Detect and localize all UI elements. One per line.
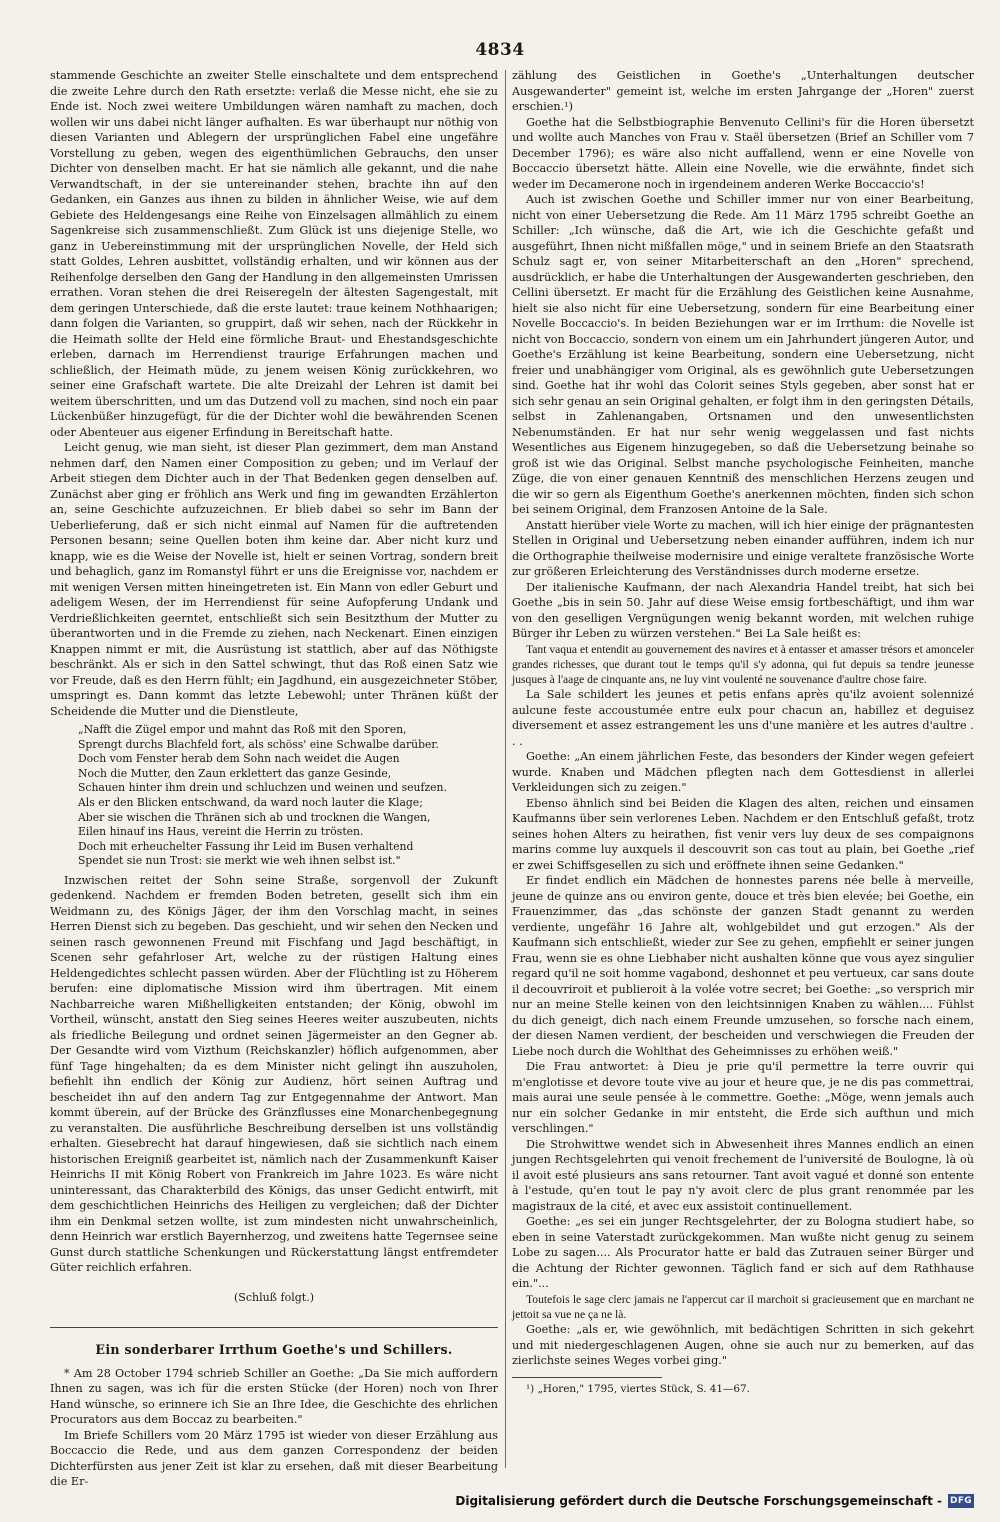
paragraph: Goethe hat die Selbstbiographie Benvenuto Cellini's für die Horen übersetzt und wollte auch Manches von Frau v. Staël übersetzen (Brief an Schiller vom 7 December 1796); es wäre also nicht auffallend, wenn er eine Novelle von Boccaccio übersetzt hätte. Allein eine Novelle, wie die erwähnte, findet sich weder im Decamerone noch in irgendeinem anderen Werke Boccaccio's!	[512, 115, 974, 191]
verse-line: Sprengt durchs Blachfeld fort, als schöss' eine Schwalbe darüber.	[78, 737, 439, 751]
continuation-note: (Schluß folgt.)	[234, 1290, 314, 1304]
paragraph: Der italienische Kaufmann, der nach Alexandria Handel treibt, hat sich bei Goethe „bis in sein 50. Jahr auf diese Weise emsig fortbeschäftigt, und ihm war von den geselligen Vergnügungen wenig bekannt worden, mit welchen ruhige Bürger ihr Leben zu würzen verstehen." Bei La Sale heißt es:	[512, 580, 974, 640]
paragraph: Goethe: „An einem jährlichen Feste, das besonders der Kinder wegen gefeiert wurde. Knaben und Mädchen pflegten nach dem Gottesdienst in allerlei Verkleidungen sich zu zeigen."	[512, 750, 974, 795]
verse-line: Eilen hinauf ins Haus, vereint die Herrin zu trösten.	[78, 825, 364, 839]
paragraph: Die Frau antwortet: à Dieu je prie qu'il permettre la terre ouvrir qui m'englotisse et devore toute vive au jour et heure que, je ne dis pas commettrai, mais aurai une seule pensée à le commettre. Goethe: „Möge, wenn jemals auch nur ein solcher Gedanke in mir entsteht, die Erde sich aufthun und mich verschlingen."	[512, 1060, 974, 1136]
verse-line: Doch mit erheuchelter Fassung ihr Leid im Busen verhaltend	[78, 839, 414, 853]
column-divider	[505, 70, 506, 1468]
paragraph: * Am 28 October 1794 schrieb Schiller an Goethe: „Da Sie mich auffordern Ihnen zu sagen, was ich für die ersten Stücke (der Horen) noch von Ihrer Hand wünsche, so erinnere ich Sie an Ihre Idee, die Geschichte des ehrlichen Procurators aus dem Boccaz zu bearbeiten."	[50, 1366, 498, 1427]
page-number: 4834	[475, 40, 525, 60]
left-column	[50, 68, 498, 1489]
verse-line: Noch die Mutter, den Zaun erklettert das ganze Gesinde,	[78, 766, 392, 780]
footnote-rule	[512, 1377, 662, 1378]
paragraph: Inzwischen reitet der Sohn seine Straße, sorgenvoll der Zukunft gedenkend. Nachdem er fremden Boden betreten, gesellt sich ihm ein Weidmann zu, des Königs Jäger, der ihm den Vorschlag macht, in seines Herren Dienst sich zu begeben. Das geschieht, und wir sehen den Necken und seinen rasch gewonnenen Freund mit Fischfang und Jagd beschäftigt, in Scenen sehr gefahrloser Art, welche zu der rüstigen Haltung eines Heldengedichtes schlecht passen würden. Aber der Flüchtling ist zu Höherem berufen: eine diplomatische Mission wird ihm übertragen. Mit einem Nachbarreiche waren Mißhelligkeiten entstanden; der König, obwohl im Vortheil, wünscht, anstatt den Sieg seines Heeres weiter auszubeuten, nichts als friedliche Beilegung und ordnet seinen Jägermeister an den Gegner ab. Der Gesandte wird vom Vizthum (Reichskanzler) höflich aufgenommen, aber fünf Tage hingehalten; da es dem Minister nicht gelingt ihn auszuholen, befiehlt ihn endlich der König zur Audienz, hört seinen Auftrag und bescheidet ihn auf den andern Tag zur Entgegennahme der Antwort. Man kommt überein, auf der Brücke des Gränzflusses eine Monarchenbegegnung zu veranstalten. Die ausführliche Beschreibung derselben ist uns vollständig erhalten. Giesebrecht hat darauf hingewiesen, daß sie sichtlich nach einem historischen Ereigniß gearbeitet ist, nämlich nach der Zusammenkunft Kaiser Heinrichs II mit König Robert von Frankreich im Jahre 1023. Es wäre nicht uninteressant, das Charakterbild des Königs, das unser Gedicht entwirft, mit dem geschichtlichen Heinrichs des Heiligen zu vergleichen; daß der Dichter ihm ein Denkmal setzen wollte, ist zum mindesten nicht unwahrscheinlich, denn Heinrich war erstlich Bayernherzog, und zweitens hatte Tegernsee seine Gunst durch stattliche Schenkungen und Rückerstattung längst entfremdeter Güter reichlich erfahren.	[50, 873, 498, 1275]
section-title: Ein sonderbarer Irrthum Goethe's und Schillers.	[95, 1342, 453, 1358]
paragraph: Im Briefe Schillers vom 20 März 1795 ist wieder von dieser Erzählung aus Boccaccio die Rede, und aus dem ganzen Correspondenz der beiden Dichterfürsten aus jener Zeit ist klar zu ersehen, daß mit dieser Bearbeitung die Er-	[50, 1428, 498, 1489]
paragraph: Anstatt hierüber viele Worte zu machen, will ich hier einige der prägnantesten Stellen in Original und Uebersetzung neben einander aufführen, indem ich nur die Orthographie theilweise modernisire und einige veraltete französische Worte zur größeren Erleichterung des Verständnisses durch moderne ersetze.	[512, 518, 974, 578]
french-quote: Tant vaqua et entendit au gouvernement des navires et à entasser et amasser trésors et amonceler grandes richesses, que durant tout le temps qu'il s'y adonna, qui fut depuis sa tendre jeunesse jusques à l'aage de cinquante ans, ne luy vint voulenté ne souvenance d'aultre chose faire.	[512, 642, 974, 687]
verse-line: Doch vom Fenster herab dem Sohn nach weidet die Augen	[78, 752, 400, 766]
section-divider	[50, 1327, 498, 1328]
paragraph: Auch ist zwischen Goethe und Schiller immer nur von einer Bearbeitung, nicht von einer Uebersetzung die Rede. Am 11 März 1795 schreibt Goethe an Schiller: „Ich wünsche, daß die Art, wie ich die Geschichte gefaßt und ausgeführt, Ihnen nicht mißfallen möge," und in seinem Briefe an den Staatsrath Schulz sagt er, von seiner Mitarbeiterschaft an den „Horen" sprechend, ausdrücklich, er habe die Unterhaltungen der Ausgewanderten geschrieben, den Cellini übersetzt. Er macht für die Erzählung des Geistlichen keine Ausnahme, hielt sie also nicht für eine Uebersetzung, sondern für eine Bearbeitung einer Novelle Boccaccio's. In beiden Beziehungen war er im Irrthum: die Novelle ist nicht von Boccaccio, sondern von einem um ein Jahrhundert jüngeren Autor, und Goethe's Erzählung ist keine Bearbeitung, sondern eine Uebersetzung, nicht freier und unabhängiger vom Original, als es gewöhnlich gute Uebersetzungen sind. Goethe hat ihr wohl das Colorit seines Styls gegeben, aber sonst hat er sich sehr genau an sein Original gehalten, er folgt ihm in den geringsten Détails, selbst in Zahlenangaben, Ortsnamen und den unwesentlichsten Nebenumständen. Er hat nur sehr wenig weggelassen und fast nichts Wesentliches aus Eigenem hinzugegeben, so daß die Uebersetzung beinahe so groß ist wie das Original. Selbst manche psychologische Feinheiten, manche Züge, die von einer genauen Kenntniß des menschlichen Herzens zeugen und die wir so gern als Eigenthum Goethe's anerkennen möchten, finden sich schon bei seinem Original, dem Franzosen Antoine de la Sale.	[512, 193, 974, 516]
verse-line: „Nafft die Zügel empor und mahnt das Roß mit den Sporen,	[78, 723, 407, 736]
paragraph: La Sale schildert les jeunes et petis enfans après qu'ilz avoient solennizé aulcune feste accoustumée entre eulx pour chacun an, habillez et deguisez diversement et assez estrangement les uns d'une manière et les autres d'aultre . . .	[512, 688, 974, 748]
digitization-footer	[455, 1494, 974, 1508]
paragraph: Goethe: „es sei ein junger Rechtsgelehrter, der zu Bologna studiert habe, so eben in seine Vaterstadt zurückgekommen. Man wußte nicht genug zu seinem Lobe zu sagen.... Als Procurator hatte er bald das Zutrauen seiner Bürger und die Achtung der Richter gewonnen. Täglich fand er sich auf dem Rathhause ein."...	[512, 1215, 974, 1291]
paragraph: Er findet endlich ein Mädchen de honnestes parens née belle à merveille, jeune de quinze ans ou environ gente, douce et très bien elevée; bei Goethe, ein Frauenzimmer, das „das schönste der ganzen Stadt genannt zu werden verdiente, ungefähr 16 Jahre alt, wohlgebildet und gut erzogen." Als der Kaufmann sich entschließt, wieder zur See zu gehen, empfiehlt er seiner jungen Frau, wenn sie es ohne Liebhaber nicht aushalten könne que vous ayez singulier regard qu'il ne soit homme vagabond, deshonnet et peu vertueux, car sans doute il decouvriroit et publieroit à la volée votre secret; bei Goethe: „so versprich mir nur an meine Stelle keinen von den leichtsinnigen Knaben zu wählen.... Fühlst du dich geneigt, dich nach einem Freunde umzusehen, so forsche nach einem, der diesen Namen verdient, der bescheiden und verschwiegen die Freuden der Liebe noch durch die Wohlthat des Geheimnisses zu erhöhen weiß."	[512, 874, 974, 1058]
verse-line: Als er den Blicken entschwand, da ward noch lauter die Klage;	[78, 795, 423, 809]
french-quote: Toutefois le sage clerc jamais ne l'appercut car il marchoit si gracieusement que en marchant ne jettoit sa vue ne ça ne là.	[512, 1292, 974, 1322]
paragraph: Goethe: „als er, wie gewöhnlich, mit bedächtigen Schritten in sich gekehrt und mit niedergeschlagenen Augen, ohne sie auch nur zu bemerken, auf das zierlichste seines Weges vorbei ging."	[512, 1323, 974, 1368]
verse-block	[78, 723, 498, 869]
verse-line: Schauen hinter ihm drein und schluchzen und weinen und seufzen.	[78, 781, 447, 795]
paragraph: stammende Geschichte an zweiter Stelle einschaltete und dem entsprechend die zweite Lehre durch den Rath ersetzte: verlaß die Messe nicht, ehe sie zu Ende ist. Noch zwei weitere Umbildungen wären namhaft zu machen, doch wollen wir uns dabei nicht länger aufhalten. Es war überhaupt nur nöthig von diesen Varianten und Ablegern der ursprünglichen Fabel eine ungefähre Vorstellung zu geben, wegen des eigenthümlichen Gebrauchs, den unser Dichter von denselben macht. Er hat sie nämlich alle gekannt, und die nahe Verwandtschaft, in der sie untereinander stehen, brachte ihn auf den Gedanken, ein Ganzes aus ihnen zu bilden in ähnlicher Weise, wie auf dem Gebiete des Heldengesangs eine Reihe von Einzelsagen allmählich zu einem Sagenkreise sich zusammenschließt. Zum Glück ist uns diejenige Stelle, wo ganz in Uebereinstimmung mit der ursprünglichen Novelle, der Held sich statt Goldes, Lehren ausbittet, vollständig erhalten, und wir können aus der Reihenfolge derselben den Gang der Handlung in den allgemeinsten Umrissen errathen. Voran stehen die drei Reiseregeln der ältesten Sagengestalt, mit dem geringen Unterschiede, daß die erste lautet: traue keinem Nothhaarigen; dann folgen die Varianten, so gruppirt, daß wir sehen, nach der Rückkehr in die Heimath sollte der Held eine förmliche Braut- und Ehestandsgeschichte erleben, darnach im Herrendienst traurige Erfahrungen machen und schließlich, der Heimath müde, zu jenem weisen König zurückkehren, wo seiner eine Grafschaft wartete. Die alte Dreizahl der Lehren ist damit bei weitem überschritten, und um das Dutzend voll zu machen, sind noch ein paar Lückenbüßer hinzugefügt, für die der Dichter wohl die bewährenden Scenen oder Abenteuer aus eigener Erfindung in Bereitschaft hatte.	[50, 69, 498, 439]
footer-text: Digitalisierung gefördert durch die Deutsche Forschungsgemeinschaft -	[455, 1494, 942, 1508]
paragraph: zählung des Geistlichen in Goethe's „Unterhaltungen deutscher Ausgewanderter" gemeint ist, welche im ersten Jahrgange der „Horen" zuerst erschien.¹)	[512, 69, 974, 113]
verse-line: Aber sie wischen die Thränen sich ab und trocknen die Wangen,	[78, 810, 431, 824]
paragraph: Die Strohwittwe wendet sich in Abwesenheit ihres Mannes endlich an einen jungen Rechtsgelehrten qui venoit frechement de l'université de Boulogne, là où il avoit esté plusieurs ans sans retourner. Tant avoit vagué et donné son entente à l'estude, qu'en tout le pay n'y avoit clerc de plus grant renommée par les magistraux de la cité, et avec eux assistoit continuellement.	[512, 1137, 974, 1213]
paragraph: Ebenso ähnlich sind bei Beiden die Klagen des alten, reichen und einsamen Kaufmanns über sein verlorenes Leben. Nachdem er den Entschluß gefaßt, trotz seines hohen Alters zu heirathen, fist venir vers luy deux de ses compaignons marins comme luy auxquels il descouvrit son cas tout au plain, bei Goethe „rief er zwei Schiffsgesellen zu sich und eröffnete ihnen seine Gedanken."	[512, 796, 974, 872]
paragraph: Leicht genug, wie man sieht, ist dieser Plan gezimmert, dem man Anstand nehmen darf, den Namen einer Composition zu geben; und im Verlauf der Arbeit stiegen dem Dichter auch in der That Bedenken gegen denselben auf. Zunächst aber ging er fröhlich ans Werk und fing im gewandten Erzählerton an, seine Geschichte aufzuzeichnen. Er blieb dabei so sehr im Bann der Ueberlieferung, daß er sich nicht einmal auf Namen für die auftretenden Personen besann; seine Quellen boten ihm keine dar. Aber nicht kurz und knapp, wie es die Weise der Novelle ist, hielt er seinen Vortrag, sondern breit und behaglich, ganz im Romanstyl führt er uns die Ereignisse vor, nachdem er mit wenigen Versen mitten hineingetreten ist. Ein Mann von edler Geburt und adeligem Wesen, der im Herrendienst für seine Aufopferung Undank und Verdrießlichkeiten geerntet, entschließt sich sein Besitzthum der Mutter zu überantworten und in die Fremde zu ziehen, nach Neckenart. Einen einzigen Knappen nimmt er mit, die Ausrüstung ist stattlich, aber auf das Nöthigste beschränkt. Als er sich in den Sattel schwingt, thut das Roß einen Satz wie vor Freude, daß es den Herrn fühlt; ein Jagdhund, ein ausgezeichneter Stöber, umspringt es. Dann kommt das letzte Lebewohl; unter Thränen küßt der Scheidende die Mutter und die Dienstleute,	[50, 441, 498, 718]
dfg-logo: DFG	[948, 1494, 974, 1508]
right-column	[512, 68, 974, 1468]
footnote: ¹) „Horen," 1795, viertes Stück, S. 41—67.	[526, 1382, 750, 1395]
verse-line: Spendet sie nun Trost: sie merkt wie weh ihnen selbst ist."	[78, 854, 401, 868]
